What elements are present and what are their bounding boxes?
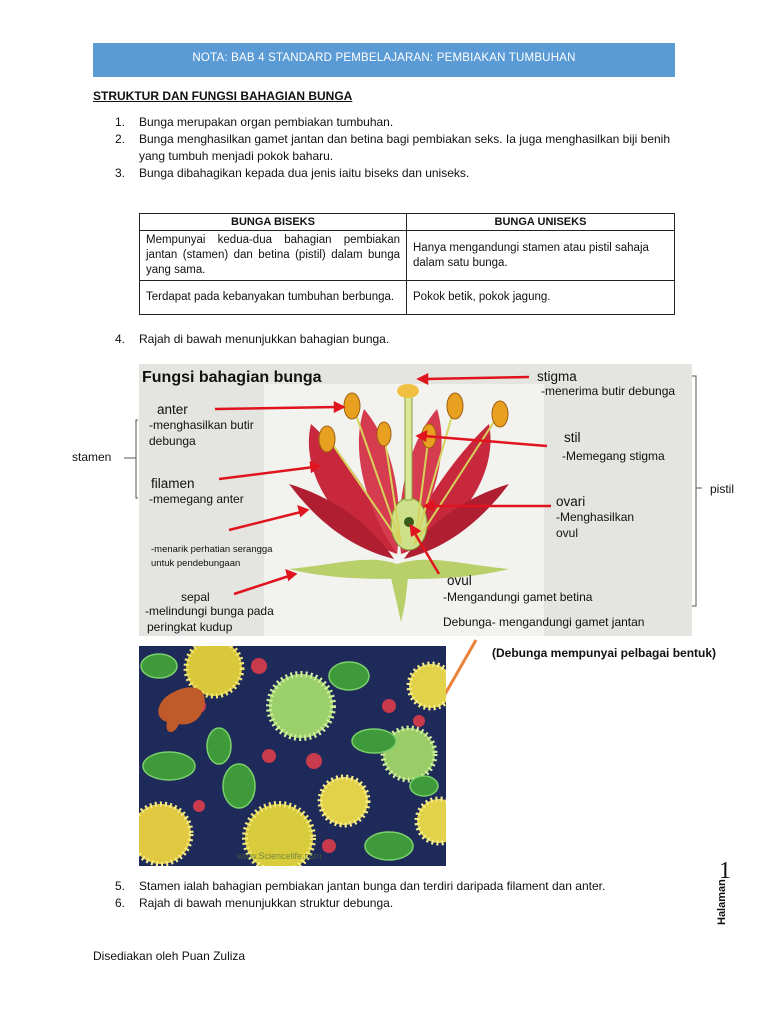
anther — [377, 422, 391, 446]
anther — [319, 426, 335, 452]
label-ovul: ovul — [447, 573, 472, 588]
list-text: Stamen ialah bahagian pembiakan jantan bunga dan terdiri daripada filament dan anter. — [139, 879, 606, 893]
label-sepal-desc: -melindungi bunga pada — [145, 604, 274, 618]
list-number: 1. — [115, 115, 126, 129]
anther — [344, 393, 360, 419]
list-number: 2. — [115, 132, 126, 146]
list-item — [115, 331, 680, 348]
label-ovul-desc: -Mengandungi gamet betina — [443, 590, 593, 604]
label-anter: anter — [157, 402, 188, 417]
list-item — [115, 878, 680, 895]
label-sepal: sepal — [181, 590, 210, 604]
table-row — [140, 281, 675, 315]
list-text: Bunga menghasilkan gamet jantan dan betina bagi pembiakan seks. Ia juga menghasilkan biji benih yang tumbuh menjadi pokok baharu. — [139, 132, 671, 163]
pollen-image — [139, 646, 446, 866]
list-text: Rajah di bawah menunjukkan struktur debunga. — [139, 896, 394, 910]
table-header-row — [140, 214, 675, 231]
list-number: 4. — [115, 332, 126, 346]
anther — [447, 393, 463, 419]
page-label: Halaman — [716, 879, 728, 925]
label-petal-desc: -menarik perhatian serangga — [151, 544, 273, 555]
label-stigma-desc: -menerima butir debunga — [541, 384, 676, 398]
label-anter-desc: -menghasilkan butir — [149, 418, 254, 432]
diagram-title: Fungsi bahagian bunga — [142, 369, 322, 386]
label-stil-desc: -Memegang stigma — [562, 449, 665, 463]
label-ovari-desc: ovul — [556, 526, 579, 540]
intro-list — [115, 114, 680, 182]
table-row — [140, 231, 675, 281]
pistil-bracket — [690, 374, 704, 610]
pistil-side-label: pistil — [710, 482, 735, 496]
list-number: 6. — [115, 896, 126, 910]
table-header: BUNGA UNISEKS — [407, 214, 675, 231]
table-cell: Terdapat pada kebanyakan tumbuhan berbunga. — [140, 281, 407, 315]
list-number: 3. — [115, 166, 126, 180]
pollen-caption: (Debunga mempunyai pelbagai bentuk) — [492, 646, 717, 660]
table-cell: Mempunyai kedua-dua bahagian pembiakan jantan (stamen) dan betina (pistil) dalam bunga yang sama. — [140, 231, 407, 281]
list-item — [115, 114, 680, 131]
label-sepal-desc: peringkat kudup — [147, 620, 233, 634]
stamen-side-label: stamen — [72, 450, 112, 464]
footer-author: Disediakan oleh Puan Zuliza — [93, 949, 246, 963]
page-number: 1 — [719, 858, 731, 884]
pollen-grain-triangular — [158, 687, 204, 732]
style — [405, 396, 412, 500]
list-text: Bunga merupakan organ pembiakan tumbuhan. — [139, 115, 394, 129]
stigma — [397, 384, 419, 398]
comparison-table — [139, 213, 675, 315]
label-ovari: ovari — [556, 494, 586, 509]
watermark: www.Sciencelife.com — [237, 851, 322, 861]
table-cell: Pokok betik, pokok jagung. — [407, 281, 675, 315]
label-petal-desc: untuk pendebungaan — [151, 558, 241, 569]
list-text: Rajah di bawah menunjukkan bahagian bunga. — [139, 332, 390, 346]
label-ovari-desc: -Menghasilkan — [556, 510, 635, 524]
label-filamen-desc: -memegang anter — [149, 492, 244, 506]
closing-list — [115, 878, 680, 912]
diagram-intro-list — [115, 331, 680, 348]
title-banner: NOTA: BAB 4 STANDARD PEMBELAJARAN: PEMBIAKAN TUMBUHAN — [93, 43, 675, 77]
label-filamen: filamen — [151, 476, 195, 491]
label-stigma: stigma — [537, 369, 577, 384]
pollen-grains — [139, 646, 446, 866]
label-stil: stil — [564, 430, 581, 445]
label-debunga-desc: Debunga- mengandungi gamet jantan — [443, 615, 645, 629]
list-item — [115, 131, 680, 165]
list-item — [115, 895, 680, 912]
section-title: STRUKTUR DAN FUNGSI BAHAGIAN BUNGA — [93, 89, 353, 103]
list-number: 5. — [115, 879, 126, 893]
anther — [492, 401, 508, 427]
table-cell: Hanya mengandungi stamen atau pistil sahaja dalam satu bunga. — [407, 231, 675, 281]
flower-diagram — [139, 364, 692, 636]
table-header: BUNGA BISEKS — [140, 214, 407, 231]
label-anter-desc: debunga — [149, 434, 196, 448]
list-item — [115, 165, 680, 182]
list-text: Bunga dibahagikan kepada dua jenis iaitu biseks dan uniseks. — [139, 166, 470, 180]
